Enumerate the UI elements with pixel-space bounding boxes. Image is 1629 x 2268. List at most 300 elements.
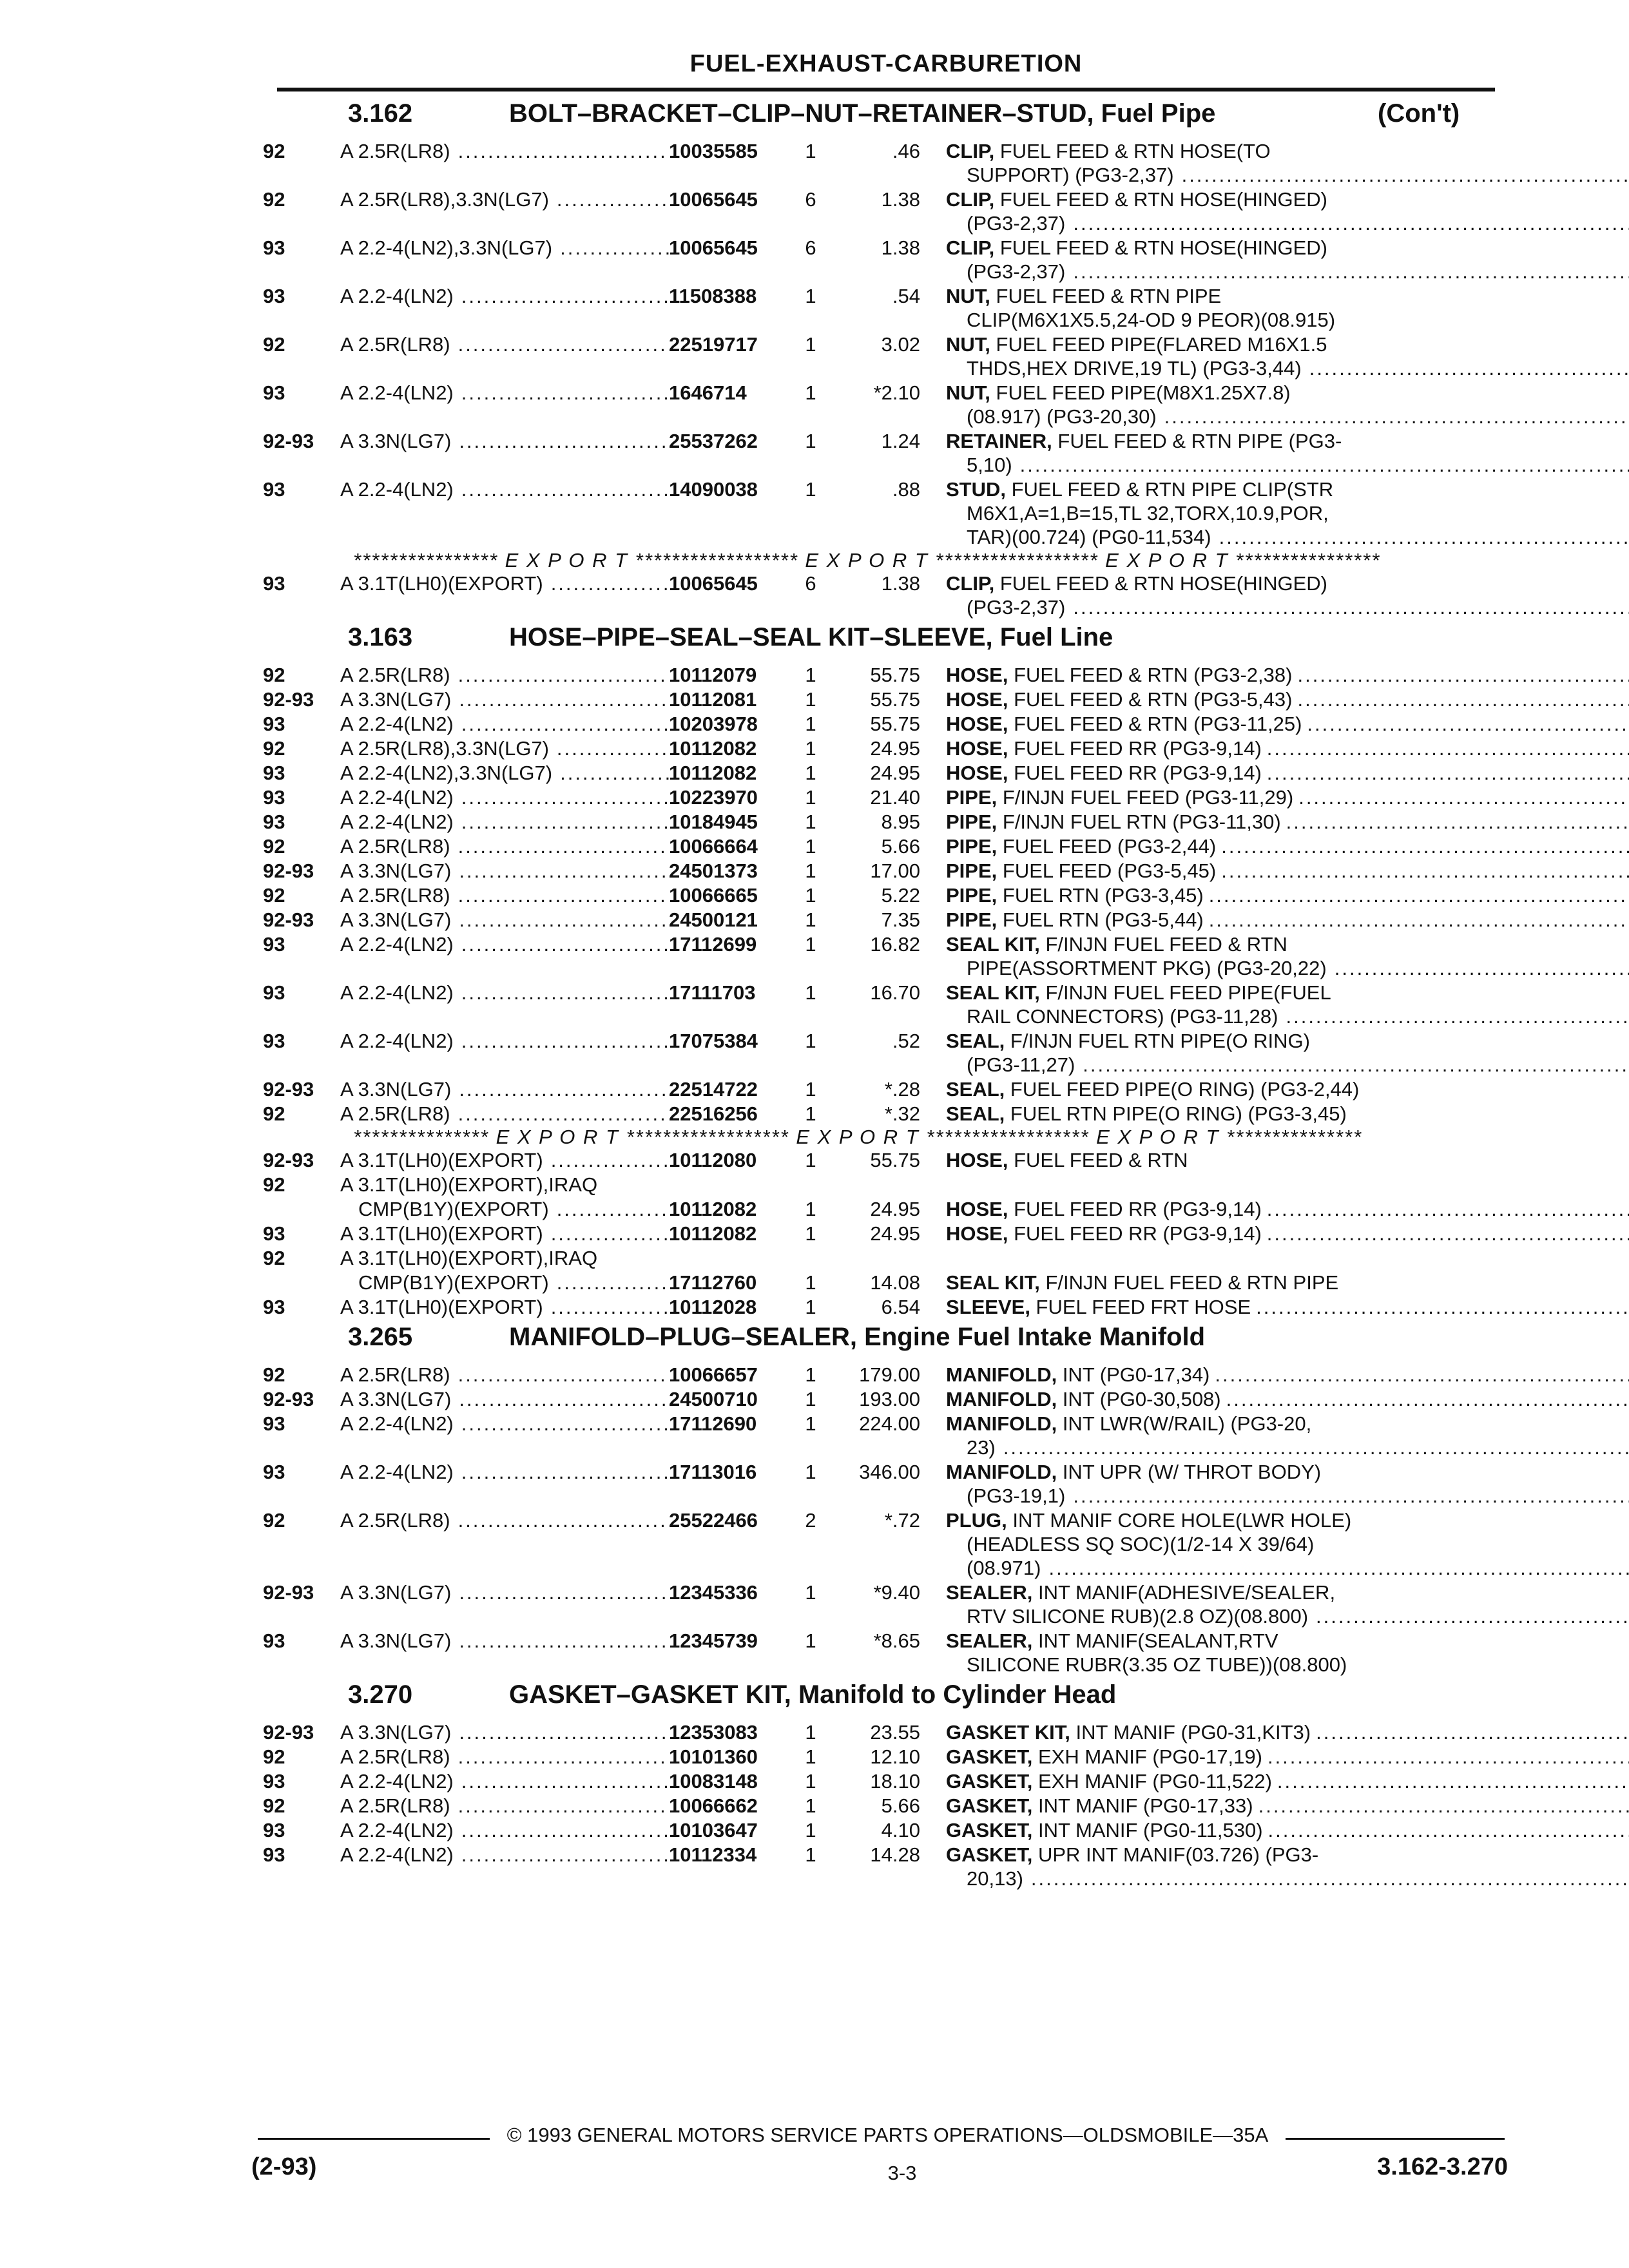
leader-dots [454,284,669,332]
application-text: A 2.2-4(LN2) [340,1843,454,1866]
application [340,1246,669,1270]
catalog-section [263,99,1507,619]
part-number: 17112699 [669,933,757,956]
leader-dots [451,908,669,932]
description-text: FUEL FEED & RTN PIPE CLIP(STR [1006,478,1334,501]
model-year: 92 [263,140,285,162]
description [946,1720,1629,1744]
leader-dots [543,1148,669,1172]
leader-dots [454,477,669,549]
description-text: INT (PG0-17,34) [1057,1363,1210,1386]
description-text: RTV SILICONE RUB)(2.8 OZ)(08.800) [967,1605,1309,1628]
section-title: HOSE–PIPE–SEAL–SEAL KIT–SLEEVE, Fuel Line [509,623,1113,651]
quantity: 1 [805,1222,816,1245]
description-keyword: PIPE, [946,884,998,907]
quantity: 1 [805,1794,816,1817]
description-text: SILICONE RUBR(3.35 OZ TUBE))(08.800) [967,1653,1347,1676]
quantity: 1 [805,1296,816,1318]
description-text: INT MANIF(SEALANT,RTV [1032,1629,1278,1652]
description-text: FUEL RTN PIPE(O RING) (PG3-3,45) [1005,1102,1347,1125]
part-row [263,1745,1507,1769]
part-row [263,1271,1507,1294]
leader-dots [454,1029,669,1077]
part-row [263,572,1507,619]
description-text: FUEL FEED RR (PG3-9,14) [1008,1222,1262,1245]
price: 346.00 [859,1461,920,1483]
leader-dots [1204,883,1629,907]
description-text: FUEL FEED & RTN (PG3-2,38) [1008,664,1293,686]
leader-dots [451,1387,669,1411]
application-text: A 2.2-4(LN2) [340,478,454,501]
price: 55.75 [870,1149,920,1171]
price: 24.95 [870,1198,920,1220]
description [946,663,1629,687]
model-year: 93 [263,1843,285,1866]
application [340,1102,669,1126]
part-entry [263,1077,1507,1101]
part-row [263,810,1507,834]
description-line1 [946,1508,1629,1532]
footer-date: (2-93) [251,2153,317,2180]
model-year: 93 [263,1296,285,1318]
leader-dots [450,883,669,907]
leader-dots [454,1412,669,1459]
description-line1 [946,477,1629,501]
description-keyword: MANIFOLD, [946,1412,1057,1435]
application-text: A 2.2-4(LN2),3.3N(LG7) [340,762,553,784]
application-text: A 2.2-4(LN2),3.3N(LG7) [340,236,553,259]
price: *9.40 [873,1581,920,1604]
price: *.72 [884,1509,920,1532]
leader-dots [1075,1053,1629,1077]
part-row [263,1102,1507,1126]
description-text: FUEL FEED & RTN HOSE(HINGED) [994,236,1327,259]
part-number: 10112082 [669,737,757,760]
description-line3 [946,1556,1629,1580]
description-text: F/INJN FUEL FEED (PG3-11,29) [997,786,1294,809]
part-number: 22519717 [669,333,758,356]
description-line1 [946,1412,1629,1436]
description [946,1363,1629,1387]
description [946,785,1629,809]
application [340,1818,669,1842]
description-text: FUEL FEED FRT HOSE [1030,1296,1251,1318]
description-keyword: PIPE, [946,835,998,858]
part-entry [263,1581,1507,1628]
application-text: A 3.3N(LG7) [340,1629,452,1652]
application [340,1720,669,1744]
quantity: 1 [805,860,816,882]
application-text: A 2.5R(LR8) [340,140,450,162]
section-number: 3.163 [348,623,413,651]
part-entry [263,477,1507,549]
application-text: A 2.5R(LR8) [340,1794,450,1817]
description-keyword: PIPE, [946,860,998,882]
leader-dots [1262,1745,1629,1769]
part-row [263,429,1507,477]
description [946,908,1629,932]
leader-dots [1293,785,1629,809]
application [340,1843,669,1890]
section-heading [263,1323,1507,1363]
description [946,859,1629,883]
leader-dots [1253,1794,1629,1818]
part-number: 10223970 [669,786,758,809]
quantity: 1 [805,381,816,404]
parts-catalog [263,95,1507,1891]
part-number: 10112081 [669,688,757,711]
description-text: FUEL FEED & RTN PIPE [990,285,1222,307]
description-line2 [946,1484,1629,1508]
model-year: 92-93 [263,860,314,882]
part-entry [263,834,1507,858]
description-text: INT MANIF (PG0-11,530) [1032,1819,1263,1841]
description-line1 [946,187,1629,211]
quantity: 1 [805,1030,816,1052]
price: 24.95 [870,762,920,784]
application [340,761,669,785]
description-keyword: STUD, [946,478,1006,501]
description-text: UPR INT MANIF(03.726) (PG3- [1032,1843,1319,1866]
part-entry [263,429,1507,477]
part-entry [263,1460,1507,1508]
description-line2 [946,1436,1629,1459]
description-line1 [946,981,1629,1004]
leader-dots [1204,908,1629,932]
part-row [263,981,1507,1028]
part-row [263,932,1507,980]
description-keyword: HOSE, [946,737,1008,760]
price: 1.38 [881,572,920,595]
quantity: 1 [805,664,816,686]
description-line1 [946,1387,1629,1411]
application [340,981,669,1028]
quantity: 1 [805,1629,816,1652]
quantity: 1 [805,786,816,809]
description-line1 [946,687,1629,711]
part-row-continued [263,1173,1507,1196]
description-line1 [946,236,1629,260]
section-heading [263,623,1507,663]
model-year: 92-93 [263,1078,314,1100]
leader-dots [450,332,669,380]
description-keyword: GASKET KIT, [946,1721,1070,1744]
description-line1 [946,736,1629,760]
quantity: 1 [805,333,816,356]
model-year: 93 [263,713,285,735]
page-number: 3-3 [887,2162,917,2184]
model-year: 92 [263,1794,285,1817]
description-text: FUEL FEED PIPE(M8X1.25X7.8) [990,381,1291,404]
part-row [263,687,1507,711]
description [946,761,1629,785]
description-text: F/INJN FUEL RTN PIPE(O RING) [1005,1030,1310,1052]
part-entry [263,761,1507,785]
section-range: 3.162-3.270 [1377,2153,1508,2180]
price: 5.66 [881,835,920,858]
description-keyword: NUT, [946,285,990,307]
part-row [263,187,1507,235]
price: 5.22 [881,884,920,907]
model-year: 92 [263,1363,285,1386]
leader-dots [451,429,669,477]
price: *.32 [884,1102,920,1125]
description [946,332,1629,380]
application [340,429,669,477]
price: .52 [892,1030,920,1052]
quantity: 1 [805,1770,816,1792]
quantity: 1 [805,1198,816,1220]
description-text: THDS,HEX DRIVE,19 TL) (PG3-3,44) [967,357,1302,380]
application-text: A 3.3N(LG7) [340,908,452,931]
description [946,1460,1629,1508]
application [340,883,669,907]
description-line2 [946,163,1629,187]
price: 14.28 [870,1843,920,1866]
description-keyword: CLIP, [946,140,995,162]
part-number: 10066665 [669,884,758,907]
price: 1.38 [881,236,920,259]
part-entry [263,981,1507,1028]
application [340,1629,669,1677]
description [946,1843,1629,1890]
part-number: 17111703 [669,981,756,1004]
description-keyword: HOSE, [946,1222,1008,1245]
part-entry [263,687,1507,711]
part-number: 10035585 [669,140,758,162]
part-row [263,1581,1507,1628]
leader-dots [454,932,669,980]
application-text: A 3.1T(LH0)(EXPORT) [340,1149,543,1171]
model-year: 92-93 [263,688,314,711]
description-line1 [946,1769,1629,1793]
part-row [263,1629,1507,1677]
application-text: A 2.5R(LR8) [340,1509,450,1532]
leader-dots [1174,163,1629,187]
description-keyword: HOSE, [946,1198,1008,1220]
part-entry [263,1363,1507,1387]
quantity: 1 [805,933,816,956]
leader-dots [451,1720,669,1744]
description-line1 [946,1295,1629,1319]
model-year [263,1197,340,1221]
model-year: 93 [263,762,285,784]
part-row [263,477,1507,549]
description-text: FUEL FEED & RTN PIPE (PG3- [1052,430,1342,452]
description-text: INT UPR (W/ THROT BODY) [1057,1461,1322,1483]
part-entry [263,785,1507,809]
header-rule [277,88,1495,91]
application [340,712,669,736]
leader-dots [454,810,669,834]
part-row [263,139,1507,187]
description [946,429,1629,477]
part-entry [263,736,1507,760]
part-number: 10112334 [669,1843,757,1866]
description-text: EXH MANIF (PG0-11,522) [1032,1770,1272,1792]
description [946,981,1629,1028]
quantity: 6 [805,188,816,211]
application-text: A 2.2-4(LN2) [340,1461,454,1483]
application [340,1363,669,1387]
description-keyword: HOSE, [946,1149,1008,1171]
description-keyword: PIPE, [946,811,998,833]
description-line1 [946,1077,1507,1101]
application-text: A 2.2-4(LN2) [340,381,454,404]
price: 55.75 [870,713,920,735]
leader-dots [1278,1004,1629,1028]
part-entry [263,1720,1507,1744]
price: 4.10 [881,1819,920,1841]
description-line2 [946,956,1629,980]
model-year: 93 [263,572,285,595]
description-keyword: HOSE, [946,688,1008,711]
description-text: INT LWR(W/RAIL) (PG3-20, [1057,1412,1312,1435]
description-keyword: SEAL KIT, [946,1271,1040,1294]
section-number: 3.162 [348,99,413,128]
description [946,1818,1629,1842]
leader-dots [450,1745,669,1769]
description-text: (PG3-2,37) [967,212,1066,235]
description-text: FUEL FEED RR (PG3-9,14) [1008,762,1262,784]
part-entry [263,1843,1507,1890]
quantity: 1 [805,140,816,162]
description-keyword: HOSE, [946,762,1008,784]
leader-dots [1157,405,1629,428]
description-line1 [946,932,1629,956]
price: 21.40 [870,786,920,809]
leader-dots [1216,859,1629,883]
description-text: INT MANIF (PG0-31,KIT3) [1070,1721,1311,1744]
description-text: FUEL FEED RR (PG3-9,14) [1008,1198,1262,1220]
description-text: TAR)(00.724) (PG0-11,534) [967,526,1211,548]
application-text: A 2.2-4(LN2) [340,285,454,307]
catalog-section [263,1323,1507,1677]
part-row [263,1077,1507,1101]
description-text: FUEL FEED & RTN (PG3-5,43) [1008,688,1293,711]
application-text: A 3.1T(LH0)(EXPORT) [340,572,543,595]
description-line1 [946,1148,1507,1172]
description-text: FUEL FEED (PG3-2,44) [997,835,1217,858]
application-text: A 3.3N(LG7) [340,1581,452,1604]
model-year: 92 [263,664,285,686]
description-text: (08.971) [967,1557,1041,1579]
description-line1 [946,572,1629,595]
part-entry [263,1102,1507,1126]
price: 14.08 [870,1271,920,1294]
description [946,572,1629,619]
description-line2 [946,501,1629,525]
application [340,932,669,980]
application [340,572,669,619]
page-title: FUEL-EXHAUST-CARBURETION [689,50,1083,77]
description-text: F/INJN FUEL FEED & RTN PIPE [1039,1271,1339,1294]
part-number: 10083148 [669,1770,758,1792]
description-keyword: GASKET, [946,1745,1033,1768]
application [340,1387,669,1411]
description-text: FUEL FEED & RTN HOSE(TO [994,140,1271,162]
price: 6.54 [881,1296,920,1318]
application-text: A 2.5R(LR8) [340,333,450,356]
application [340,810,669,834]
model-year: 92-93 [263,908,314,931]
model-year: 93 [263,981,285,1004]
application [340,139,669,187]
section-number: 3.265 [348,1323,413,1351]
description-keyword: RETAINER, [946,430,1052,452]
description-keyword: GASKET, [946,1819,1033,1841]
part-entry [263,908,1507,932]
description-text: INT MANIF (PG0-17,33) [1032,1794,1253,1817]
description [946,1581,1629,1628]
application-text: A 3.3N(LG7) [340,1388,452,1410]
quantity: 1 [805,1388,816,1410]
price: 55.75 [870,688,920,711]
model-year: 93 [263,1412,285,1435]
description-line1 [946,284,1507,308]
description-keyword: PLUG, [946,1509,1007,1532]
part-number: 10112082 [669,762,757,784]
part-row [263,1818,1507,1842]
description-text: EXH MANIF (PG0-17,19) [1032,1745,1262,1768]
description [946,1629,1507,1677]
leader-dots [543,1222,669,1245]
part-row [263,1363,1507,1387]
description-keyword: SEAL, [946,1078,1005,1100]
description-line1 [946,663,1629,687]
part-row [263,663,1507,687]
part-row [263,1295,1507,1319]
description-keyword: HOSE, [946,713,1008,735]
description-line1 [946,1745,1629,1769]
leader-dots [454,1818,669,1842]
application [340,1295,669,1319]
application-text: A 2.5R(LR8),3.3N(LG7) [340,188,549,211]
description-line1 [946,1818,1629,1842]
part-number: 14090038 [669,478,758,501]
description [946,187,1629,235]
description-line1 [946,785,1629,809]
part-number: 24500710 [669,1388,758,1410]
price: .46 [892,140,920,162]
section-number: 3.270 [348,1680,413,1709]
leader-dots [454,1460,669,1508]
description [946,1077,1507,1101]
model-year: 92-93 [263,1149,314,1171]
application [340,1745,669,1769]
price: 18.10 [870,1770,920,1792]
description-line1 [946,1581,1629,1604]
description [946,810,1629,834]
description-text: FUEL RTN (PG3-5,44) [997,908,1204,931]
application [340,1794,669,1818]
application [340,477,669,549]
part-number: 10066662 [669,1794,758,1817]
quantity: 1 [805,1819,816,1841]
description [946,1508,1629,1580]
leader-dots [450,1363,669,1387]
quantity: 1 [805,908,816,931]
leader-dots [1308,1604,1629,1628]
price: .54 [892,285,920,307]
model-year: 93 [263,1629,285,1652]
price: 224.00 [859,1412,920,1435]
description-text: RAIL CONNECTORS) (PG3-11,28) [967,1005,1278,1028]
description-keyword: SLEEVE, [946,1296,1030,1318]
description-text: FUEL FEED PIPE(FLARED M16X1.5 [990,333,1327,356]
leader-dots [552,236,669,284]
part-number: 10112082 [669,1198,757,1220]
